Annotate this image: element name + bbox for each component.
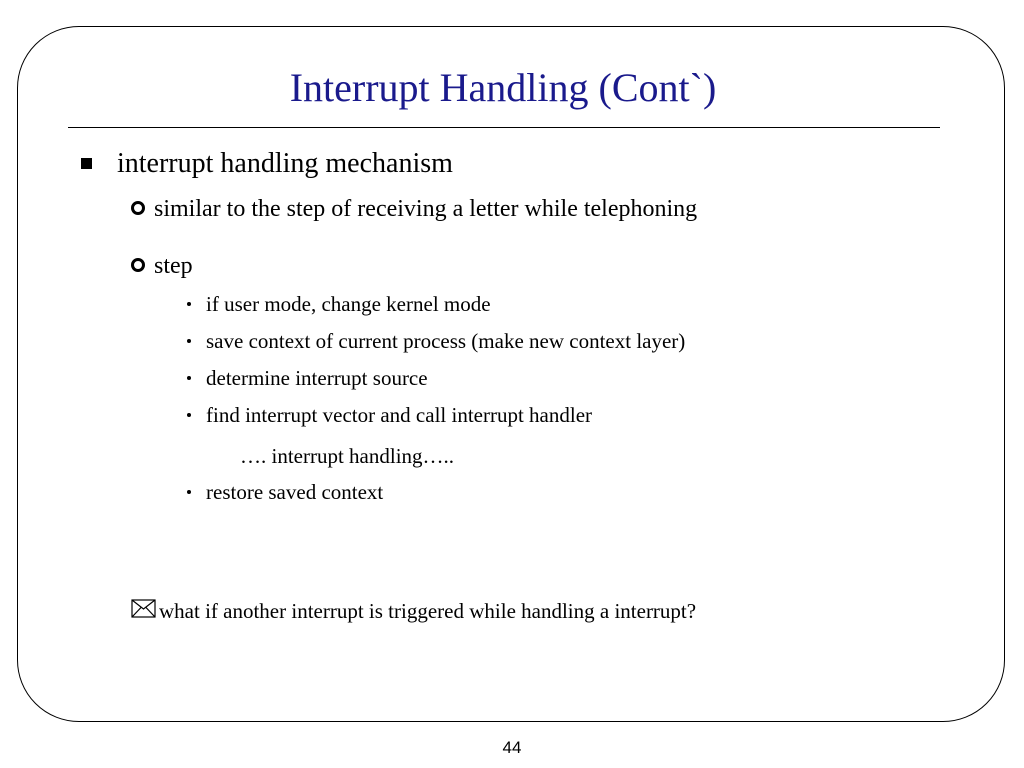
step-item-text: restore saved context <box>206 480 384 504</box>
step-item <box>183 364 428 392</box>
dot-bullet-icon <box>187 376 191 380</box>
question-line <box>131 597 696 627</box>
step-item-text: save context of current process (make new context layer) <box>206 329 686 353</box>
ring-bullet-icon <box>131 201 145 215</box>
dot-bullet-icon <box>187 302 191 306</box>
step-item <box>183 327 685 355</box>
dot-bullet-icon <box>187 339 191 343</box>
dot-bullet-icon <box>187 490 191 494</box>
slide-title: Interrupt Handling (Cont`) <box>289 65 717 110</box>
interrupt-handling-continuation: …. interrupt handling….. <box>240 444 455 468</box>
page-number: 44 <box>502 738 522 757</box>
ring-bullet-icon <box>131 258 145 272</box>
title-divider <box>68 127 940 128</box>
step-item-text: find interrupt vector and call interrupt handler <box>206 403 593 427</box>
step-item-text: if user mode, change kernel mode <box>206 292 491 316</box>
step-item <box>183 401 592 429</box>
sub-bullet-analogy-text: similar to the step of receiving a letter while telephoning <box>154 196 698 222</box>
square-bullet-icon <box>81 158 92 169</box>
sub-bullet-step <box>131 251 193 281</box>
bullet-level1-text: interrupt handling mechanism <box>117 148 453 179</box>
sub-bullet-analogy <box>131 194 697 224</box>
step-item <box>183 478 383 506</box>
dot-bullet-icon <box>187 413 191 417</box>
envelope-icon <box>131 597 156 625</box>
step-item <box>183 290 491 318</box>
question-text: what if another interrupt is triggered while handling a interrupt? <box>159 599 697 623</box>
sub-bullet-step-text: step <box>154 253 193 279</box>
step-item-text: determine interrupt source <box>206 366 428 390</box>
bullet-level1 <box>77 146 453 182</box>
